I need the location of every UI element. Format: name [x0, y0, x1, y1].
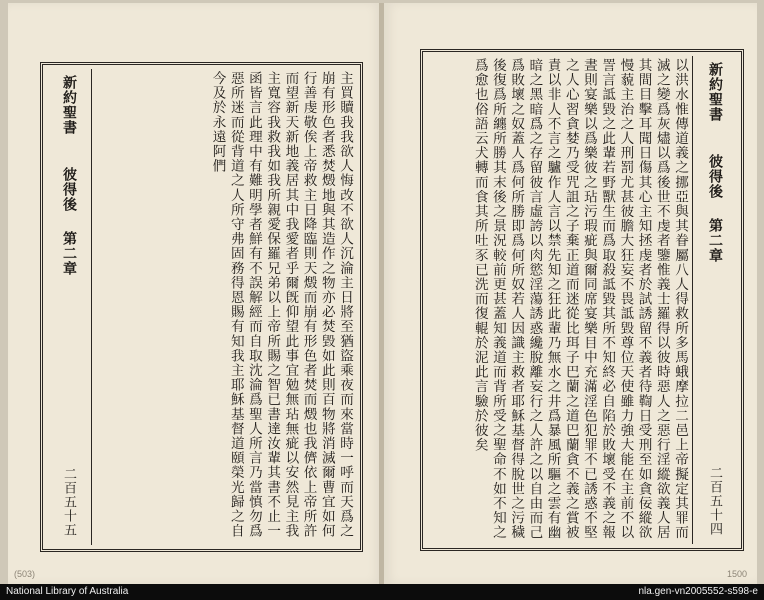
left-scan-marker: (503): [14, 569, 36, 579]
document-identifier: nla.gen-vn2005552-s598-e: [638, 586, 758, 597]
left-page-frame: [40, 62, 363, 552]
right-page-number: 二百五十四: [707, 466, 722, 536]
right-page-header-column: [692, 56, 737, 544]
right-page: [384, 3, 757, 584]
left-header-chapter: 第二章: [61, 231, 77, 276]
right-page-frame: [420, 49, 744, 551]
left-page-number: 二百五十五: [61, 467, 76, 537]
left-header-book: 彼得後: [61, 167, 77, 212]
right-header-chapter: 第二章: [707, 218, 723, 263]
right-page-body: 以洪水惟傳道義之挪亞與其眷屬八人得救所多馬蛾摩拉二邑上帝擬定其罪而滅之變爲灰燼以爲後世不虔者鑒惟義士羅得以彼時惡人之惡行淫縱欲義人居其間目擊耳聞日傷其心主知拯虔者於試誘留不義者待鞫日受刑至如貪佞縱欲慢藐主治之人刑罰尤甚彼膽大狂妄不畏詆毀尊位天使雖力強大能在主前不以詈言詆毀之此輩若野獸生而爲取殺詆毀其所不知終必自陷於敗壞受不義之報晝則宴樂以爲樂彼之玷污瑕疵與爾同席宴樂目中充滿淫色犯罪不已誘惑不堅之人心習貪婪乃受咒詛之子棄正道而迷從比珥子巴蘭之道巴蘭貪不義之賞被責以非人不言之驢作人言以禁先知之狂此輩乃無水之井爲暴風所驅之雲有幽暗之黑暗爲之存留彼言虛誇以肉慾淫蕩誘惑纔脫離妄行之人許之以自由而己爲敗壞之奴蓋人爲何所勝即爲何所奴若人因識主救者耶穌基督得脫世之污穢後復爲所纏所勝其末後之景況較前更甚蓋知義道而背所受之聖命不如不知之爲愈也俗語云犬轉而食其所吐豕已洗而復輥於泥此言驗於彼矣: [471, 58, 688, 540]
left-page-body: 主買贖我我欲人悔改不欲人沉淪主日將至猶盜乘夜而來當時一呼而天爲之崩有形色者悉焚燬地與其造作之物亦必焚毀如此則百物將消滅爾曹宜如何行善虔敬俟上帝救主日降臨則天燬而崩有形色者焚而燬也我儕依上帝所許而望新天新地義居其中我愛者乎爾旣仰望此事宜勉無玷無疵以安然見主我主寬容我救我如我所親愛保羅兄弟以上帝所賜之智已書達汝輩其書不止一函皆言此理中有難明學者鮮有不誤解經而自取沈淪爲聖人所言乃當慎勿爲惡所迷而從背道之人所守弗固務得恩賜有知我主耶穌基督道頤榮光歸之自今及於永遠阿們: [209, 71, 353, 539]
left-page: [8, 3, 382, 584]
left-page-header-column: [47, 69, 92, 545]
right-header-title: 新約聖書: [707, 62, 723, 122]
right-scan-marker: 1500: [726, 569, 747, 579]
left-header-title: 新約聖書: [61, 75, 77, 135]
right-header-book: 彼得後: [707, 154, 723, 199]
archive-footer-bar: [0, 584, 764, 600]
library-name: National Library of Australia: [6, 586, 129, 597]
